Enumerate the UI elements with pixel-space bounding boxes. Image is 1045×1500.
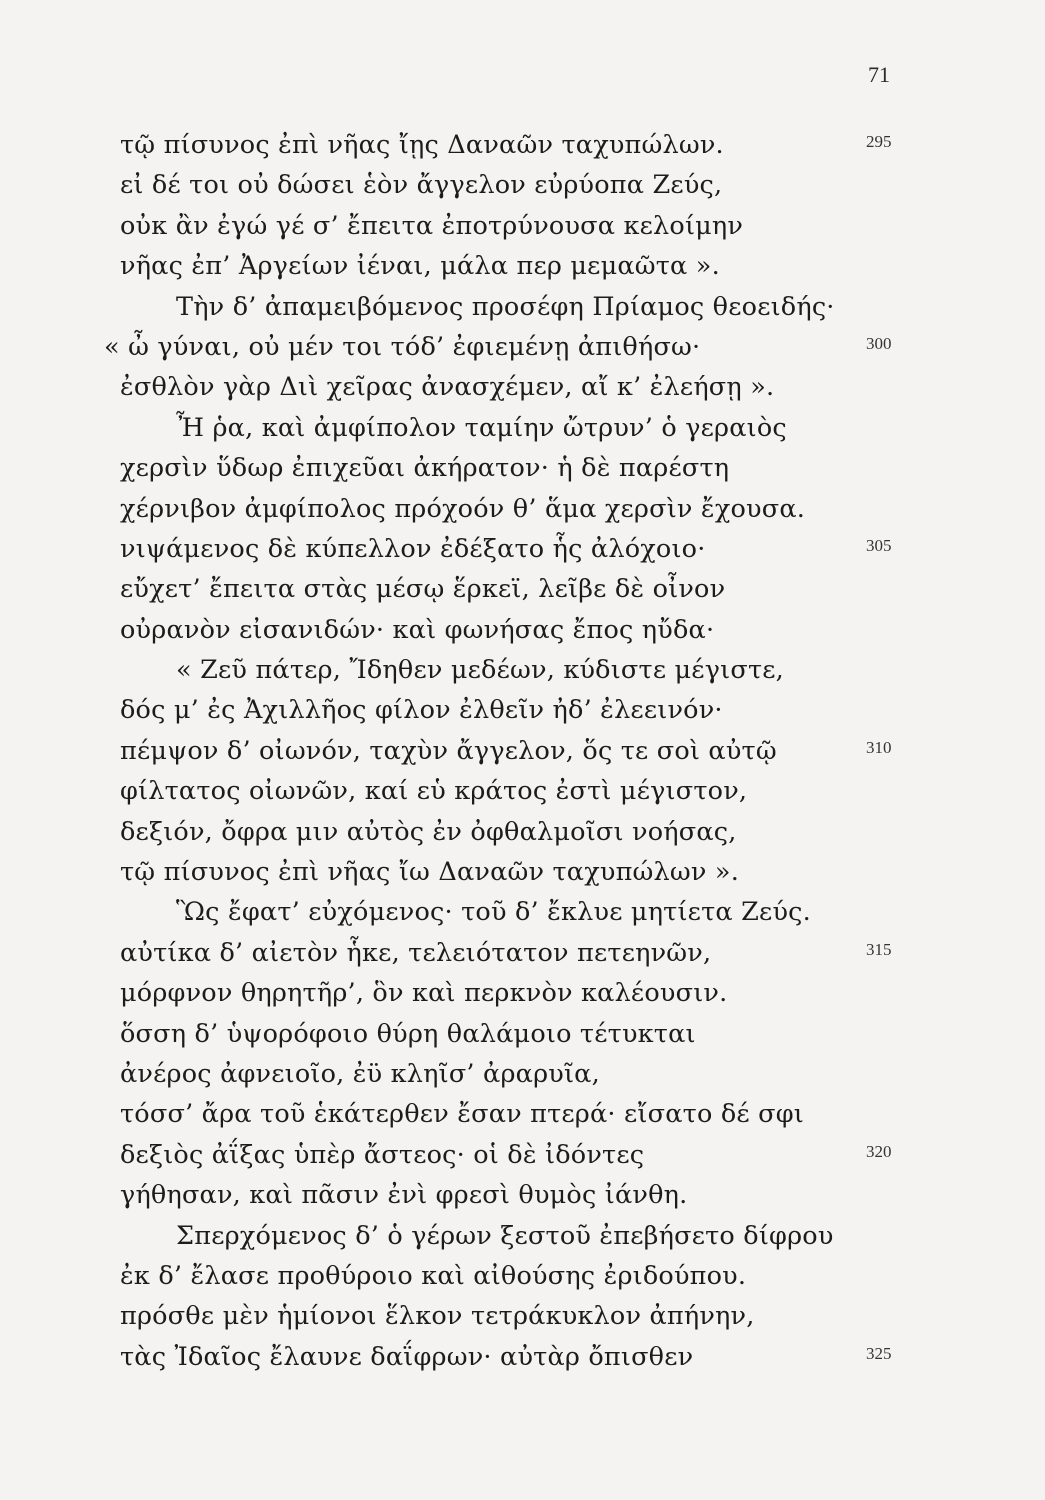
verse-text: Σπερχόμενος δ’ ὁ γέρων ξεστοῦ ἐπεβήσετο δίφρου <box>176 1220 834 1251</box>
verse-line <box>0 936 1045 976</box>
verse-line <box>0 249 1045 289</box>
verse-text: ἐκ δ’ ἔλασε προθύροιο καὶ αἰθούσης ἐριδούπου. <box>120 1260 747 1291</box>
verse-line <box>0 895 1045 935</box>
verse-line <box>0 411 1045 451</box>
verse-text: φίλτατος οἰωνῶν, καί εὑ κράτος ἐστὶ μέγιστον, <box>120 776 748 807</box>
verse-line <box>0 815 1045 855</box>
line-number: 325 <box>866 1343 892 1363</box>
verse-text: εὔχετ’ ἔπειτα στὰς μέσῳ ἕρκεϊ, λεῖβε δὲ οἶνον <box>120 574 726 605</box>
verse-text: πέμψον δ’ οἰωνόν, ταχὺν ἄγγελον, ὅς τε σοὶ αὐτῷ <box>120 735 777 766</box>
verse-line <box>0 572 1045 612</box>
verse-text: χερσὶν ὕδωρ ἐπιχεῦαι ἀκήρατον· ἡ δὲ παρέστη <box>120 453 730 484</box>
verse-text: αὐτίκα δ’ αἰετὸν ἧκε, τελειότατον πετεηνῶν, <box>120 937 712 968</box>
verse-line <box>0 734 1045 774</box>
verse-line <box>0 1340 1045 1380</box>
verse-text: οὐρανὸν εἰσανιδών· καὶ φωνήσας ἔπος ηὔδα· <box>120 614 715 645</box>
verse-text: « ὦ γύναι, οὐ μέν τοι τόδ’ ἐφιεμένῃ ἀπιθήσω· <box>104 331 701 362</box>
verse-line <box>0 492 1045 532</box>
verse-line <box>0 330 1045 370</box>
verse-text: ὅσση δ’ ὑψορόφοιο θύρη θαλάμοιο τέτυκται <box>120 1018 696 1049</box>
verse-line <box>0 1178 1045 1218</box>
verse-line <box>0 693 1045 733</box>
verse-line <box>0 168 1045 208</box>
verse-text: δός μ’ ἐς Ἀχιλλῆος φίλον ἐλθεῖν ἠδ’ ἐλεεινόν· <box>120 695 723 726</box>
verse-line <box>0 1299 1045 1339</box>
verse-line <box>0 532 1045 572</box>
verse-line <box>0 855 1045 895</box>
verse-block <box>0 128 1045 1380</box>
verse-text: τὰς Ἰδαῖος ἔλαυνε δαΐφρων· αὐτὰρ ὄπισθεν <box>120 1341 694 1372</box>
verse-text: γήθησαν, καὶ πᾶσιν ἐνὶ φρεσὶ θυμὸς ἰάνθη. <box>120 1180 688 1211</box>
verse-text: δεξιὸς ἀΐξας ὑπὲρ ἄστεος· οἱ δὲ ἰδόντες <box>120 1139 645 1170</box>
verse-line <box>0 613 1045 653</box>
line-number: 305 <box>866 535 892 555</box>
verse-line <box>0 128 1045 168</box>
verse-text: Ὣς ἔφατ’ εὐχόμενος· τοῦ δ’ ἔκλυε μητίετα Ζεύς. <box>176 897 811 928</box>
verse-text: εἰ δέ τοι οὐ δώσει ἑὸν ἄγγελον εὐρύοπα Ζεύς, <box>120 170 723 201</box>
line-number: 295 <box>866 132 892 151</box>
verse-text: τῷ πίσυνος ἐπὶ νῆας ἴω Δαναῶν ταχυπώλων ». <box>120 857 740 888</box>
verse-text: οὐκ ἂν ἐγώ γέ σ’ ἔπειτα ἐποτρύνουσα κελοίμην <box>120 210 744 241</box>
verse-text: τῷ πίσυνος ἐπὶ νῆας ἴῃς Δαναῶν ταχυπώλων. <box>120 130 724 160</box>
verse-line <box>0 653 1045 693</box>
line-number: 315 <box>866 939 892 959</box>
verse-line <box>0 976 1045 1016</box>
line-number: 320 <box>866 1141 892 1161</box>
verse-text: πρόσθε μὲν ἡμίονοι ἕλκον τετράκυκλον ἀπήνην, <box>120 1301 755 1332</box>
verse-text: ἐσθλὸν γὰρ Διὶ χεῖρας ἀνασχέμεν, αἴ κ’ ἐλεήσῃ ». <box>120 372 775 403</box>
page-number: 71 <box>868 62 890 87</box>
verse-text: νιψάμενος δὲ κύπελλον ἐδέξατο ἧς ἀλόχοιο· <box>120 533 706 564</box>
verse-text: δεξιόν, ὄφρα μιν αὐτὸς ἐν ὀφθαλμοῖσι νοήσας, <box>120 816 737 847</box>
verse-line <box>0 774 1045 814</box>
verse-line <box>0 1219 1045 1259</box>
verse-line <box>0 290 1045 330</box>
verse-line <box>0 370 1045 410</box>
verse-line <box>0 1259 1045 1299</box>
verse-line <box>0 1017 1045 1057</box>
verse-text: Τὴν δ’ ἀπαμειβόμενος προσέφη Πρίαμος θεοειδής· <box>176 291 835 322</box>
line-number: 300 <box>866 333 892 353</box>
line-number: 310 <box>866 737 892 757</box>
verse-line <box>0 1057 1045 1097</box>
verse-text: ἀνέρος ἀφνειοῖο, ἐϋ κληῖσ’ ἀραρυῖα, <box>120 1058 600 1089</box>
verse-text: μόρφνον θηρητῆρ’, ὃν καὶ περκνὸν καλέουσιν. <box>120 978 728 1009</box>
verse-line <box>0 1097 1045 1137</box>
verse-text: χέρνιβον ἀμφίπολος πρόχοόν θ’ ἅμα χερσὶν ἔχουσα. <box>120 493 806 524</box>
verse-text: τόσσ’ ἄρα τοῦ ἑκάτερθεν ἔσαν πτερά· εἴσατο δέ σφι <box>120 1099 804 1130</box>
verse-line <box>0 451 1045 491</box>
verse-line <box>0 1138 1045 1178</box>
verse-text: Ἦ ῥα, καὶ ἀμφίπολον ταμίην ὤτρυν’ ὁ γεραιὸς <box>176 412 787 443</box>
verse-line <box>0 209 1045 249</box>
verse-text: νῆας ἐπ’ Ἀργείων ἰέναι, μάλα περ μεμαῶτα ». <box>120 251 720 282</box>
verse-text: « Ζεῦ πάτερ, Ἴδηθεν μεδέων, κύδιστε μέγιστε, <box>176 655 784 686</box>
